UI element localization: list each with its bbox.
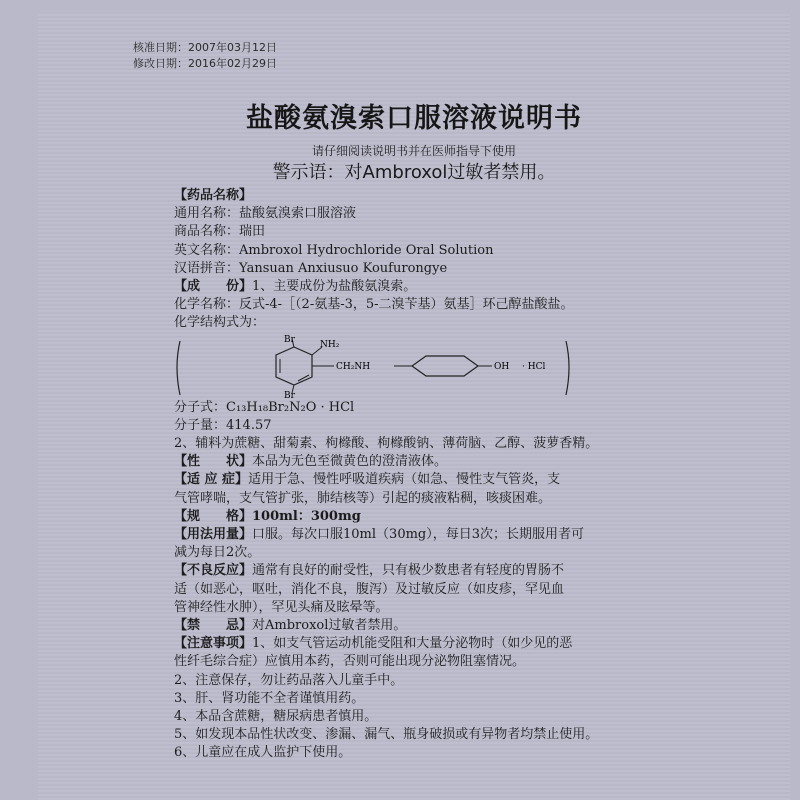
drug-name-header: 【药品名称】 (174, 188, 253, 203)
adverse-line-3: 管神经性水肿），罕见头痛及眩晕等。 (174, 599, 389, 615)
atom-ch2nh: CH₂NH (336, 361, 371, 372)
spec-text: 100ml：300mg (252, 508, 361, 524)
indications-header: 【适 应 症】 (174, 472, 249, 488)
contra-text: 对Ambroxol过敏者禁用。 (252, 618, 407, 634)
adverse-line-1: 通常有良好的耐受性，只有极少数患者有轻度的胃肠不 (252, 563, 565, 579)
english-name: 英文名称：Ambroxol Hydrochloride Oral Solution (174, 242, 494, 258)
chemical-name: 化学名称：反式-4-［（2-氨基-3，5-二溴苄基）氨基］环己醇盐酸盐。 (174, 297, 574, 313)
date-block (133, 40, 277, 72)
precautions-header: 【注意事项】 (174, 636, 253, 652)
precaution-3: 3、肝、肾功能不全者谨慎用药。 (174, 690, 365, 706)
contra-header: 【禁 忌】 (174, 618, 253, 634)
atom-nh2: NH₂ (320, 339, 340, 350)
revision-date: 修改日期：2016年02月29日 (133, 57, 277, 70)
molecular-weight: 分子量：414.57 (174, 417, 272, 433)
molecular-formula: 分子式：C₁₃H₁₈Br₂N₂O · HCl (174, 399, 355, 415)
precaution-6: 6、儿童应在成人监护下使用。 (174, 745, 352, 761)
atom-hcl: · HCl (522, 361, 546, 372)
page-title: 盐酸氨溴索口服溶液说明书 (246, 103, 582, 134)
structure-formula (174, 335, 674, 399)
subtitle: 请仔细阅读说明书并在医师指导下使用 (311, 144, 516, 158)
precaution-5: 5、如发现本品性状改变、渗漏、漏气、瓶身破损或有异物者均禁止使用。 (174, 727, 599, 743)
dosage-line-1: 口服。每次口服10ml（30mg），每日3次；长期服用者可 (252, 527, 585, 543)
warning-line: 警示语：对Ambroxol过敏者禁用。 (272, 162, 556, 183)
approval-date: 核准日期：2007年03月12日 (133, 41, 277, 54)
structure-label: 化学结构式为： (174, 315, 266, 331)
dosage-header: 【用法用量】 (174, 527, 253, 543)
properties-header: 【性 状】 (174, 454, 253, 470)
precaution-1a: 1、如支气管运动机能受阻和大量分泌物时（如少见的恶 (252, 636, 573, 652)
composition-excipients: 2、辅料为蔗糖、甜菊素、枸橼酸、枸橼酸钠、薄荷脑、乙醇、菠萝香精。 (174, 436, 599, 452)
precaution-4: 4、本品含蔗糖，糖尿病患者慎用。 (174, 709, 378, 725)
trade-name: 商品名称：瑞田 (174, 224, 266, 240)
adverse-line-2: 适（如恶心，呕吐，消化不良，腹泻）及过敏反应（如皮疹，罕见血 (174, 581, 565, 597)
dosage-line-2: 减为每日2次。 (174, 545, 261, 561)
pinyin-name: 汉语拼音：Yansuan Anxiusuo Koufurongye (174, 260, 448, 276)
precaution-1b: 性纤毛综合症）应慎用本药，否则可能出现分泌物阻塞情况。 (174, 654, 526, 670)
leaflet-body (174, 187, 674, 763)
indications-line-1: 适用于急、慢性呼吸道疾病（如急、慢性支气管炎，支 (248, 472, 561, 488)
generic-name: 通用名称：盐酸氨溴索口服溶液 (174, 206, 357, 222)
leaflet-paper (38, 14, 790, 800)
structure-diagram (174, 335, 594, 399)
precaution-2: 2、注意保存，勿让药品落入儿童手中。 (174, 672, 404, 688)
indications-line-2: 气管哮喘，支气管扩张，肺结核等）引起的痰液粘稠，咳痰困难。 (174, 490, 552, 506)
atom-br-top: Br (284, 334, 295, 345)
properties-text: 本品为无色至微黄色的澄清液体。 (252, 454, 448, 470)
atom-br-bottom: Br (284, 390, 295, 399)
spec-header: 【规 格】 (174, 508, 253, 524)
adverse-header: 【不良反应】 (174, 563, 253, 579)
atom-oh: OH (494, 361, 510, 372)
composition-main: 1、主要成份为盐酸氨溴索。 (252, 279, 417, 295)
composition-header: 【成 份】 (174, 279, 253, 295)
